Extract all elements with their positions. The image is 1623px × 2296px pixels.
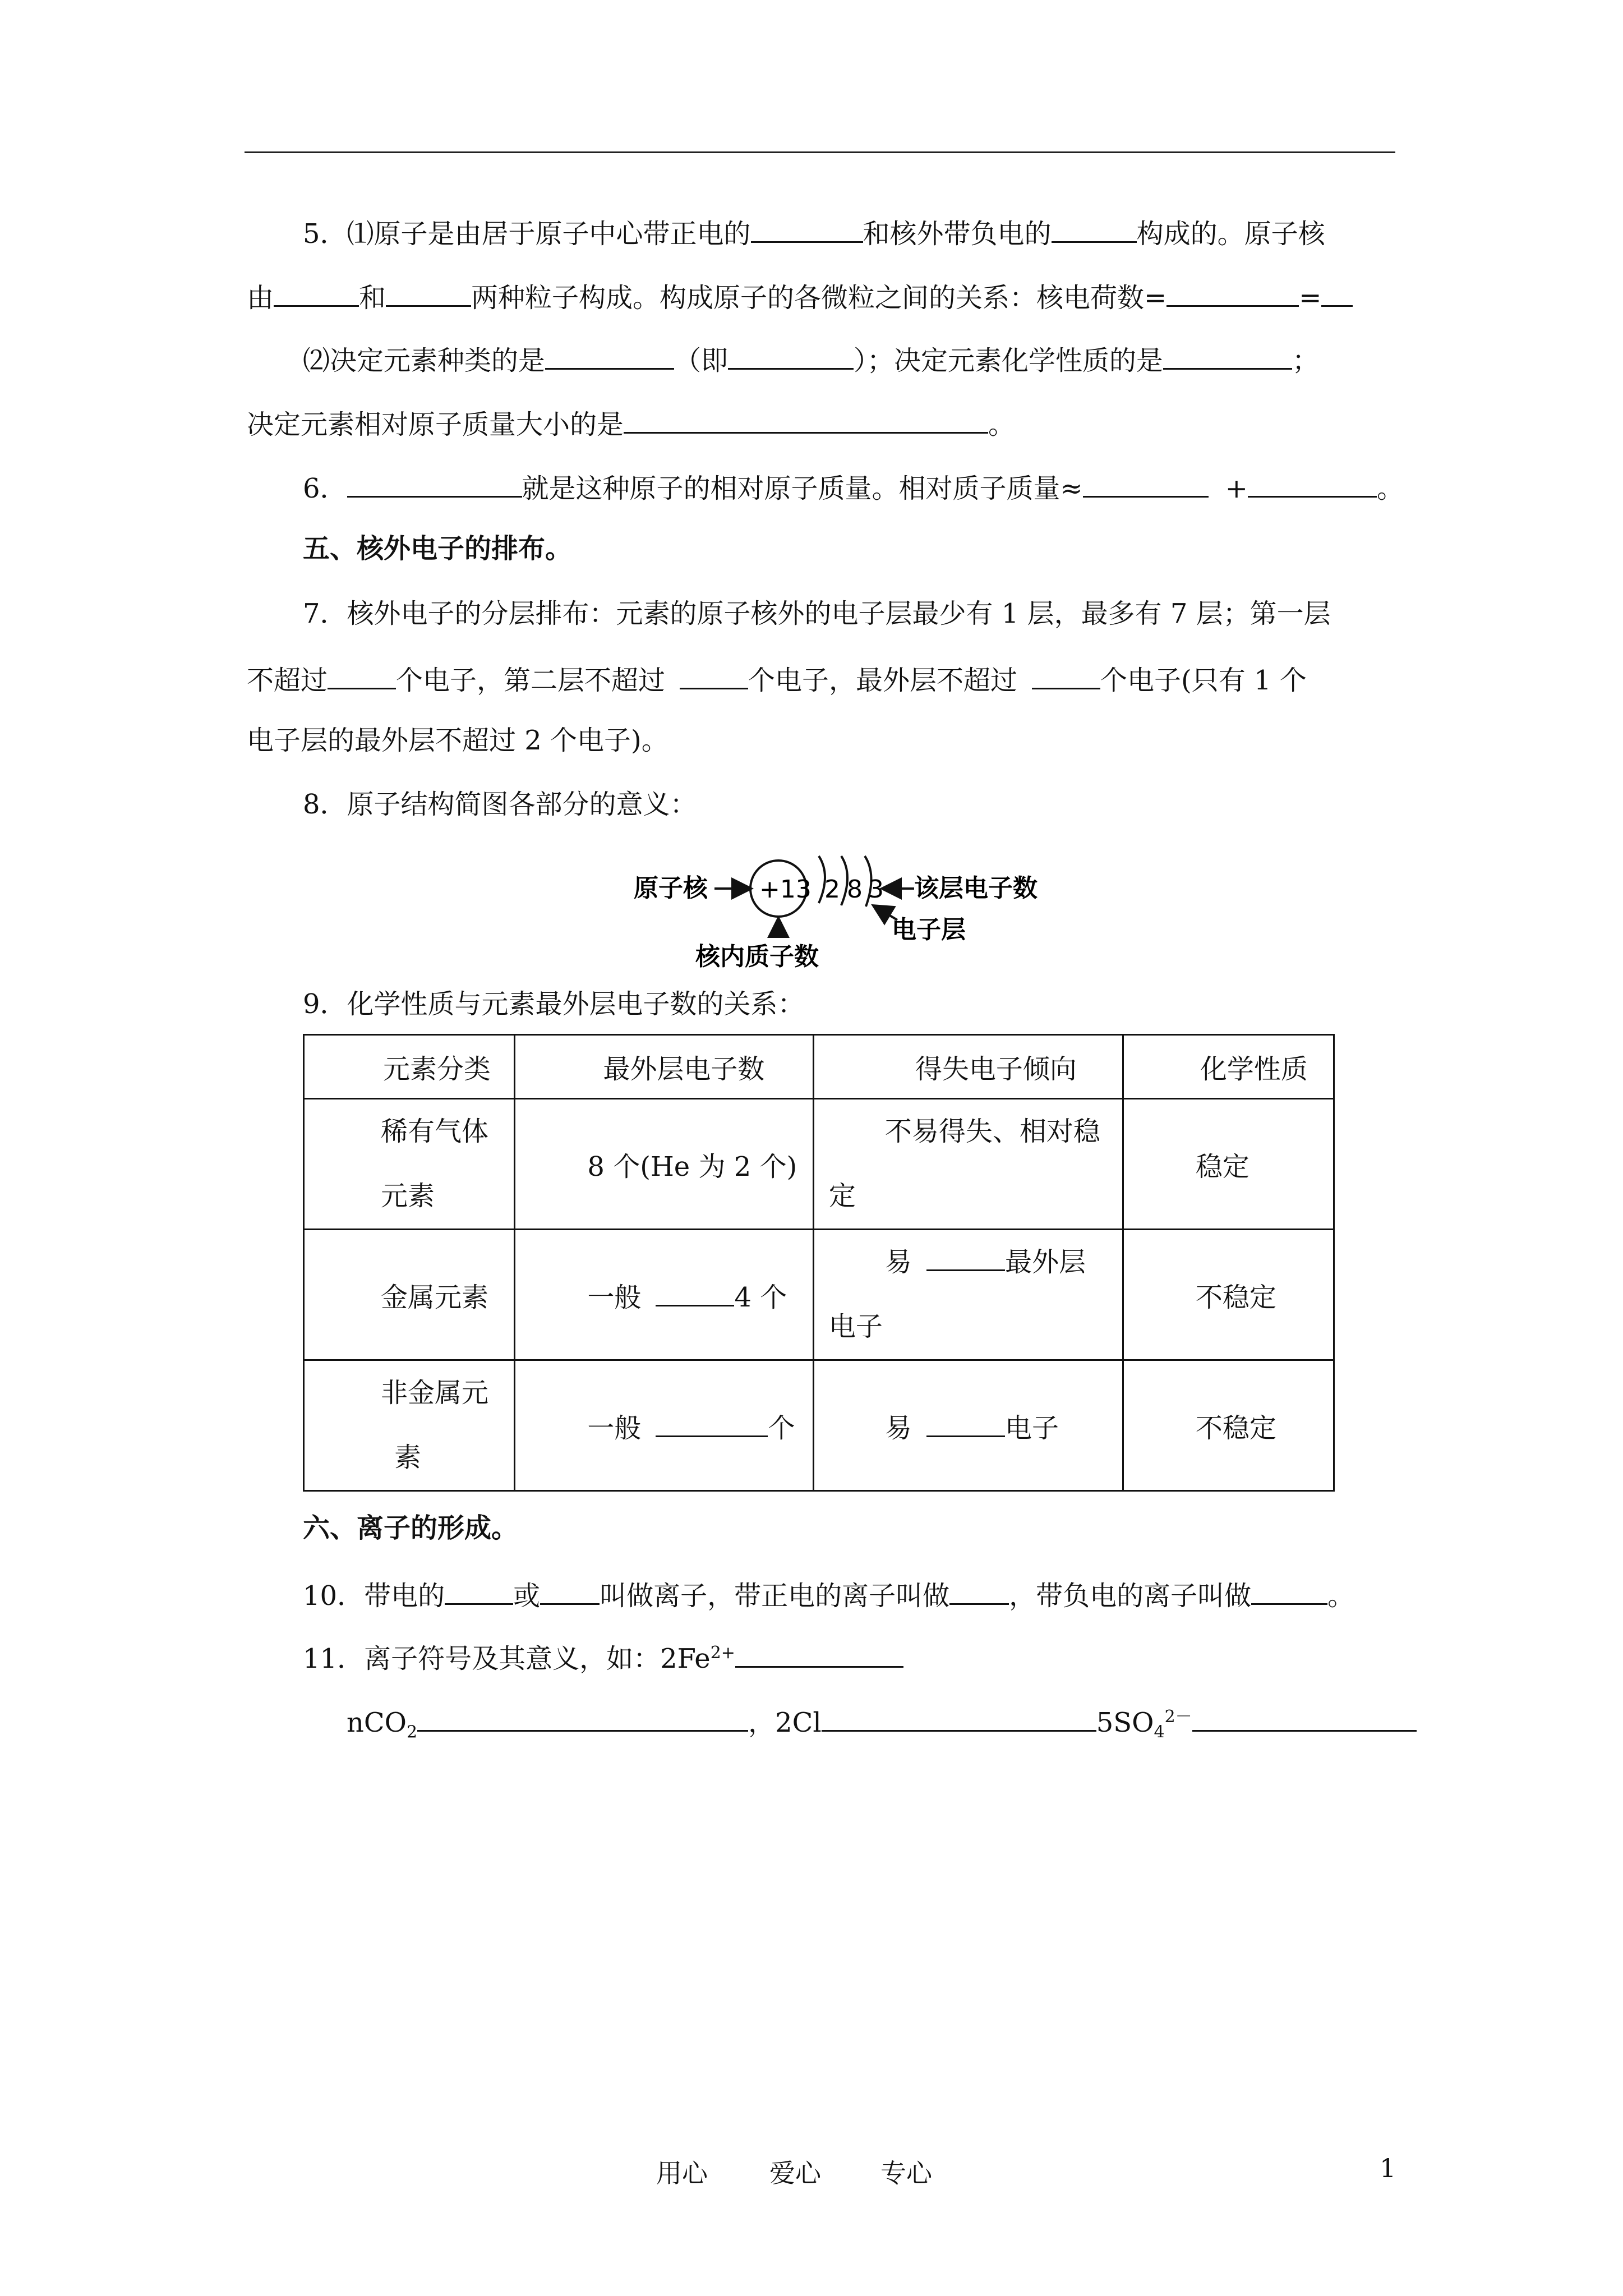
blank[interactable] (1052, 217, 1137, 243)
q10-line: 10．带电的 或 叫做离子，带正电的离子叫做 ，带负电的离子叫做 。 (303, 1579, 1354, 1609)
blank[interactable] (274, 280, 359, 307)
q11-line2: nCO$_2$ ，2Cl $5SO_4^{2-}$ (347, 1705, 1417, 1741)
blank[interactable] (1163, 343, 1292, 370)
table-header-cell: 元素分类 (304, 1035, 515, 1099)
table-cell: 稳定 (1123, 1099, 1334, 1230)
table-cell: 一般 个 (515, 1360, 814, 1491)
blank[interactable] (680, 663, 748, 689)
table-cell: 金属元素 (304, 1230, 515, 1360)
blank[interactable] (949, 1579, 1009, 1605)
footer-word: 爱心 (769, 2158, 821, 2188)
blank[interactable] (545, 343, 674, 370)
blank[interactable] (926, 1411, 1005, 1437)
section-heading: 六、离子的形成。 (303, 1512, 519, 1544)
blank[interactable] (445, 1579, 513, 1605)
blank[interactable] (417, 1705, 748, 1732)
q5-line1: 5．⑴原子是由居于原子中心带正电的 和核外带负电的 构成的。原子核 (303, 217, 1325, 247)
table-header-cell: 得失电子倾向 (813, 1035, 1123, 1099)
section-heading: 五、核外电子的排布。 (303, 533, 573, 564)
shell-electrons: 3 (868, 875, 884, 904)
proton-label: 核内质子数 (695, 942, 819, 971)
table-cell: 易 最外层 电子 (813, 1230, 1123, 1360)
element-property-table (303, 1034, 1335, 1492)
blank[interactable] (1192, 1705, 1417, 1732)
table-row (304, 1099, 1334, 1230)
table-header-cell: 化学性质 (1123, 1035, 1334, 1099)
shell-electrons: 2 (824, 875, 840, 904)
layer-count-label: 该层电子数 (914, 874, 1038, 903)
blank[interactable] (624, 407, 988, 434)
table-cell: 不稳定 (1123, 1230, 1334, 1360)
table-cell: 易 电子 (813, 1360, 1123, 1491)
q11-line1: 11．离子符号及其意义，如：$2Fe^{2+}$ (303, 1641, 903, 1672)
blank[interactable] (347, 471, 522, 498)
shell-label: 电子层 (892, 915, 966, 944)
atom-structure-diagram (634, 853, 1082, 976)
blank[interactable] (386, 280, 471, 307)
footer-word: 用心 (656, 2158, 708, 2188)
table-cell: 非金属元 素 (304, 1360, 515, 1491)
q7-line3: 电子层的最外层不超过 2 个电子)。 (247, 725, 668, 756)
blank[interactable] (926, 1245, 1005, 1271)
table-cell: 8 个(He 为 2 个) (515, 1099, 814, 1230)
q7-line2: 不超过 个电子，第二层不超过 个电子，最外层不超过 个电子(只有 1 个 (247, 663, 1307, 694)
blank[interactable] (328, 663, 396, 689)
footer-word: 专心 (880, 2158, 932, 2188)
q9-line: 9．化学性质与元素最外层电子数的关系： (303, 988, 805, 1020)
table-cell: 一般 4 个 (515, 1230, 814, 1360)
table-cell: 不易得失、相对稳 定 (813, 1099, 1123, 1230)
q7-line1: 7．核外电子的分层排布：元素的原子核外的电子层最少有 1 层，最多有 7 层；第一层 (303, 598, 1331, 629)
blank[interactable] (1321, 280, 1353, 307)
page-number: 1 (1380, 2153, 1396, 2183)
blank[interactable] (540, 1579, 600, 1605)
blank[interactable] (656, 1280, 734, 1306)
table-cell: 稀有气体 元素 (304, 1099, 515, 1230)
nucleus-label: 原子核 (634, 874, 708, 903)
nucleus-charge: +13 (759, 875, 811, 904)
q6-line: 6． 就是这种原子的相对原子质量。相对质子质量≈ + 。 (303, 471, 1404, 502)
table-cell: 不稳定 (1123, 1360, 1334, 1491)
blank[interactable] (1166, 280, 1299, 307)
blank[interactable] (735, 1641, 903, 1668)
table-row (304, 1360, 1334, 1491)
table-header-row (304, 1035, 1334, 1099)
shell-electrons: 8 (847, 875, 863, 904)
blank[interactable] (822, 1705, 1096, 1732)
table-row (304, 1230, 1334, 1360)
blank[interactable] (1248, 471, 1377, 498)
blank[interactable] (1251, 1579, 1327, 1605)
blank[interactable] (728, 343, 854, 370)
q5-line4: 决定元素相对原子质量大小的是 。 (247, 407, 1015, 438)
blank[interactable] (1032, 663, 1100, 689)
header-rule (245, 151, 1395, 153)
blank[interactable] (1083, 471, 1209, 498)
q8-line: 8．原子结构简图各部分的意义： (303, 789, 697, 820)
blank[interactable] (751, 217, 863, 243)
table-header-cell: 最外层电子数 (515, 1035, 814, 1099)
blank[interactable] (656, 1411, 768, 1437)
q5-line2: 由 和 两种粒子构成。构成原子的各微粒之间的关系：核电荷数= = (247, 280, 1353, 311)
q5-line3: ⑵决定元素种类的是 （即 ）；决定元素化学性质的是 ； (303, 343, 1319, 374)
